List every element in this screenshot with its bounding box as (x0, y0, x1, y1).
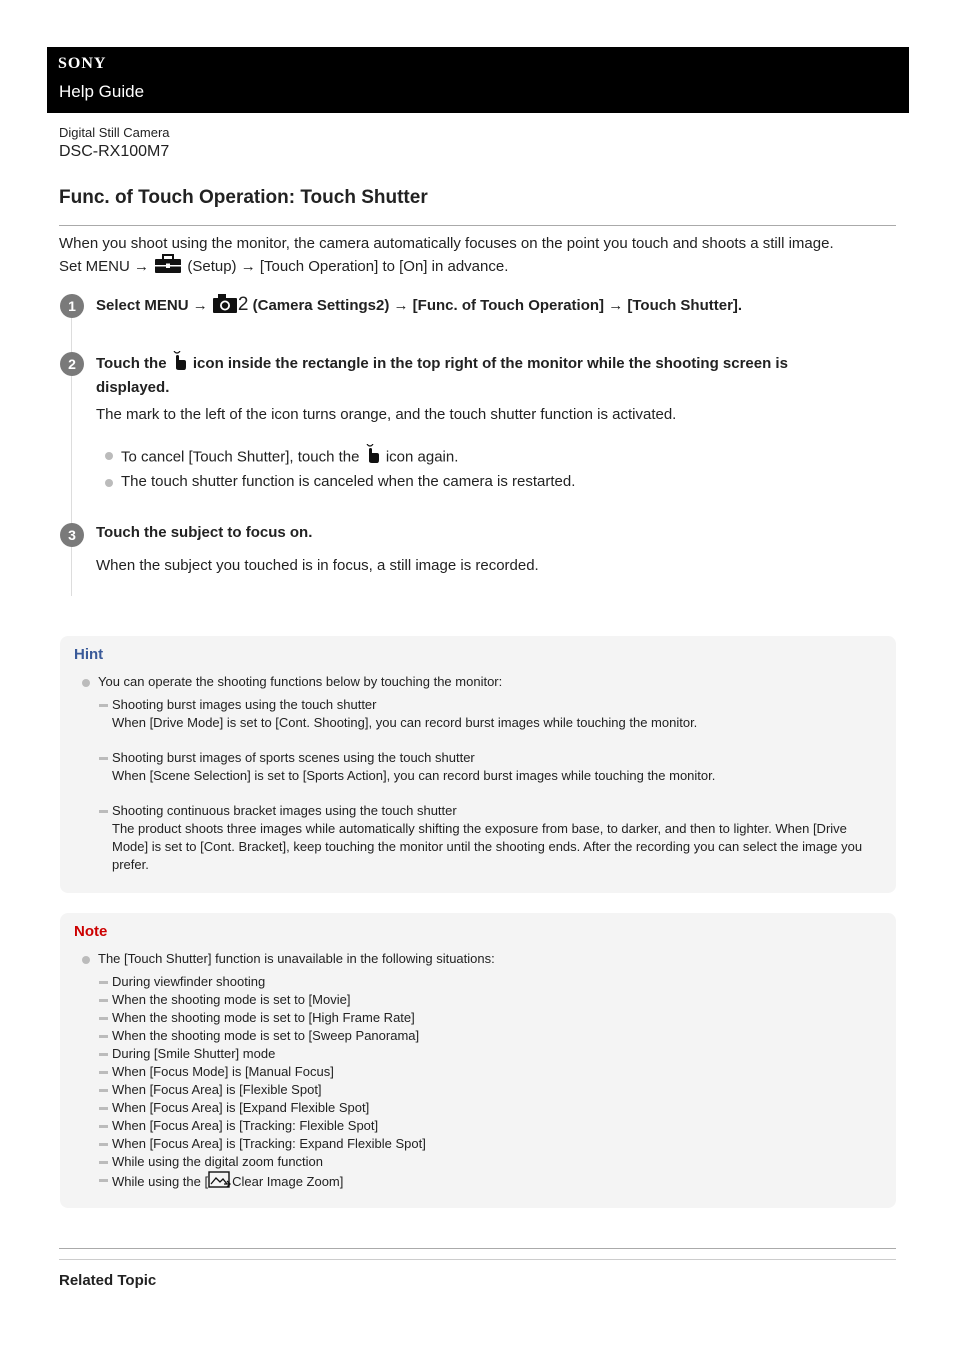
step-2-body: The mark to the left of the icon turns orange, and the touch shutter function is activated. (96, 406, 677, 423)
dash-marker (99, 1143, 108, 1146)
list-item (112, 802, 882, 874)
related-topic-heading: Related Topic (59, 1272, 157, 1289)
note-label: Note (74, 923, 108, 940)
camera-settings-number: 2 (237, 293, 249, 315)
note-item-text: When [Focus Area] is [Tracking: Expand Flexible Spot] (112, 1136, 426, 1151)
title-divider (59, 225, 896, 226)
list-item (112, 1081, 882, 1099)
step-1-badge: 1 (60, 294, 84, 318)
list-item (105, 471, 885, 493)
step-2-title-middle: icon inside the rectangle in the top right of the monitor while the shooting screen is (192, 354, 788, 372)
step-2-title (96, 351, 876, 398)
dash-marker (99, 1179, 108, 1182)
bullet-dot (105, 452, 113, 460)
camera-icon (212, 292, 238, 320)
list-item (112, 973, 882, 991)
note-last-start: While using the [ (112, 1173, 209, 1189)
section-divider (59, 1259, 896, 1260)
note-item-text: When the shooting mode is set to [Movie] (112, 992, 351, 1007)
dash-marker (99, 757, 108, 760)
intro-text (59, 233, 899, 280)
dash-marker (99, 981, 108, 984)
intro-line-1: When you shoot using the monitor, the camera automatically focuses on the point you touch and shoots a still image. (59, 235, 834, 252)
note-lead-text: The [Touch Shutter] function is unavailable in the following situations: (98, 951, 495, 966)
hint-item-desc: The product shoots three images while automatically shifting the exposure from base, to darker, and then to lighter. When [Drive Mode] is set to [Cont. Bracket], keep touching the monitor until the shooting ends. After the recording you can select the image you prefer. (112, 821, 863, 872)
list-item (112, 1171, 882, 1194)
note-box (60, 913, 896, 1208)
dash-marker (99, 1107, 108, 1110)
note-item-text: When [Focus Area] is [Tracking: Flexible Spot] (112, 1118, 379, 1133)
bullet-dot (105, 479, 113, 487)
bullet-1-start: To cancel [Touch Shutter], touch the (121, 448, 360, 466)
hint-item-title: Shooting continuous bracket images using the touch shutter (112, 803, 457, 818)
hint-label: Hint (74, 646, 104, 663)
clear-image-zoom-icon (208, 1171, 232, 1194)
hint-lead (98, 673, 502, 691)
intro-line-2 (59, 254, 899, 280)
product-category: Digital Still Camera (59, 125, 170, 140)
bullet-1-end: icon again. (385, 448, 459, 466)
list-item (112, 1135, 882, 1153)
hint-item-desc: When [Scene Selection] is set to [Sports Action], you can record burst images while touching the monitor. (112, 768, 716, 783)
list-item (112, 991, 882, 1009)
step-1-title-start: Select MENU → (96, 296, 208, 314)
bullet-dot (82, 679, 90, 687)
intro-line-2-end: (Setup) → [Touch Operation] to [On] in advance. (187, 257, 509, 275)
bullet-dot (82, 956, 90, 964)
list-item (112, 1153, 882, 1171)
list-item (105, 444, 885, 471)
section-divider (59, 1248, 896, 1249)
note-item-text: During [Smile Shutter] mode (112, 1046, 276, 1061)
step-1-title (96, 292, 876, 320)
list-item (112, 749, 882, 785)
dash-marker (99, 1125, 108, 1128)
bullet-2-text: The touch shutter function is canceled when the camera is restarted. (121, 473, 576, 490)
list-item (112, 696, 882, 732)
header-bar (47, 47, 909, 113)
step-3-title: Touch the subject to focus on. (96, 524, 313, 541)
step-3-badge: 3 (60, 523, 84, 547)
hint-lead-text: You can operate the shooting functions below by touching the monitor: (98, 674, 503, 689)
toolbox-icon (153, 254, 183, 280)
note-item-text: When the shooting mode is set to [Sweep Panorama] (112, 1028, 420, 1043)
step-2-badge: 2 (60, 352, 84, 376)
dash-marker (99, 1035, 108, 1038)
list-item (112, 1009, 882, 1027)
list-item (112, 1045, 882, 1063)
dash-marker (99, 1071, 108, 1074)
hint-item-desc: When [Drive Mode] is set to [Cont. Shooting], you can record burst images while touching the monitor. (112, 715, 698, 730)
note-items (112, 973, 882, 1194)
list-item (112, 1099, 882, 1117)
list-item (112, 1063, 882, 1081)
dash-marker (99, 1161, 108, 1164)
note-lead (98, 950, 495, 968)
touch-finger-icon (364, 444, 382, 471)
note-item-text: While using the digital zoom function (112, 1154, 324, 1169)
list-item (112, 1117, 882, 1135)
note-item-text: During viewfinder shooting (112, 974, 266, 989)
intro-line-2-start: Set MENU → (59, 257, 150, 275)
step-2-title-start: Touch the (96, 354, 167, 372)
step-3-body: When the subject you touched is in focus, a still image is recorded. (96, 557, 539, 574)
step-1-title-end: (Camera Settings2) → [Func. of Touch Operation] → [Touch Shutter]. (252, 296, 743, 314)
help-guide-label: Help Guide (59, 82, 145, 101)
note-item-text: When the shooting mode is set to [High Frame Rate] (112, 1010, 415, 1025)
touch-finger-icon (171, 351, 189, 377)
note-item-text: When [Focus Area] is [Flexible Spot] (112, 1082, 322, 1097)
sony-logo: SONY (58, 55, 107, 72)
product-model: DSC-RX100M7 (59, 143, 170, 160)
dash-marker (99, 704, 108, 707)
note-last-end: Clear Image Zoom] (232, 1173, 344, 1189)
hint-box (60, 636, 896, 893)
list-item (112, 1027, 882, 1045)
step-2-title-end: displayed. (96, 379, 170, 396)
hint-item-title: Shooting burst images using the touch shutter (112, 697, 377, 712)
page-title: Func. of Touch Operation: Touch Shutter (59, 187, 428, 208)
dash-marker (99, 810, 108, 813)
hint-item-title: Shooting burst images of sports scenes using the touch shutter (112, 750, 475, 765)
dash-marker (99, 1089, 108, 1092)
note-item-text: When [Focus Area] is [Expand Flexible Spot] (112, 1100, 370, 1115)
note-item-text: When [Focus Mode] is [Manual Focus] (112, 1064, 334, 1079)
dash-marker (99, 1053, 108, 1056)
dash-marker (99, 1017, 108, 1020)
dash-marker (99, 999, 108, 1002)
step-2-bullets (105, 444, 885, 493)
